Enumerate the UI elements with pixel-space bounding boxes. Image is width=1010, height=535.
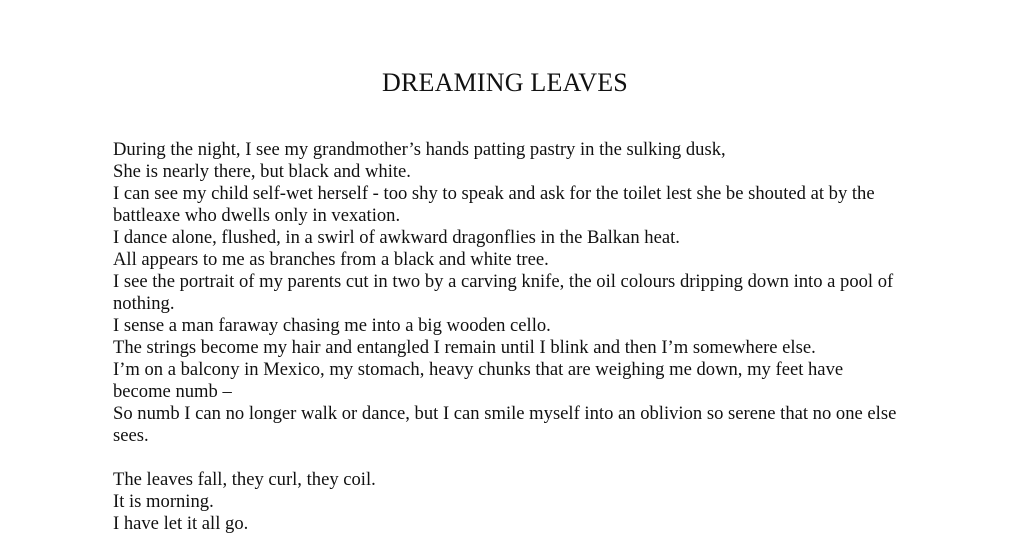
- poem-line: I’m on a balcony in Mexico, my stomach, heavy chunks that are weighing me down, my feet have become numb –: [113, 359, 844, 402]
- poem-line: All appears to me as branches from a black and white tree.: [113, 249, 549, 270]
- poem-line: I dance alone, flushed, in a swirl of awkward dragonflies in the Balkan heat.: [113, 227, 680, 248]
- poem-line: She is nearly there, but black and white.: [113, 161, 411, 182]
- poem-line: The strings become my hair and entangled I remain until I blink and then I’m somewhere else.: [113, 337, 816, 358]
- poem-line: During the night, I see my grandmother’s hands patting pastry in the sulking dusk,: [113, 139, 726, 160]
- stanza-break: [113, 447, 903, 469]
- poem-line: The leaves fall, they curl, they coil.: [113, 469, 376, 490]
- poem-line: I can see my child self-wet herself - too shy to speak and ask for the toilet lest she be shouted at by the battleaxe who dwells only in vexation.: [113, 183, 875, 226]
- poem-line: It is morning.: [113, 491, 214, 512]
- poem-line: I see the portrait of my parents cut in two by a carving knife, the oil colours dripping down into a pool of nothing.: [113, 271, 894, 314]
- poem-line: I have let it all go.: [113, 513, 249, 534]
- poem-line: I sense a man faraway chasing me into a big wooden cello.: [113, 315, 551, 336]
- poem-body: [113, 139, 903, 535]
- poem-line: So numb I can no longer walk or dance, but I can smile myself into an oblivion so serene that no one else sees.: [113, 403, 897, 446]
- poem-title: DREAMING LEAVES: [382, 68, 628, 97]
